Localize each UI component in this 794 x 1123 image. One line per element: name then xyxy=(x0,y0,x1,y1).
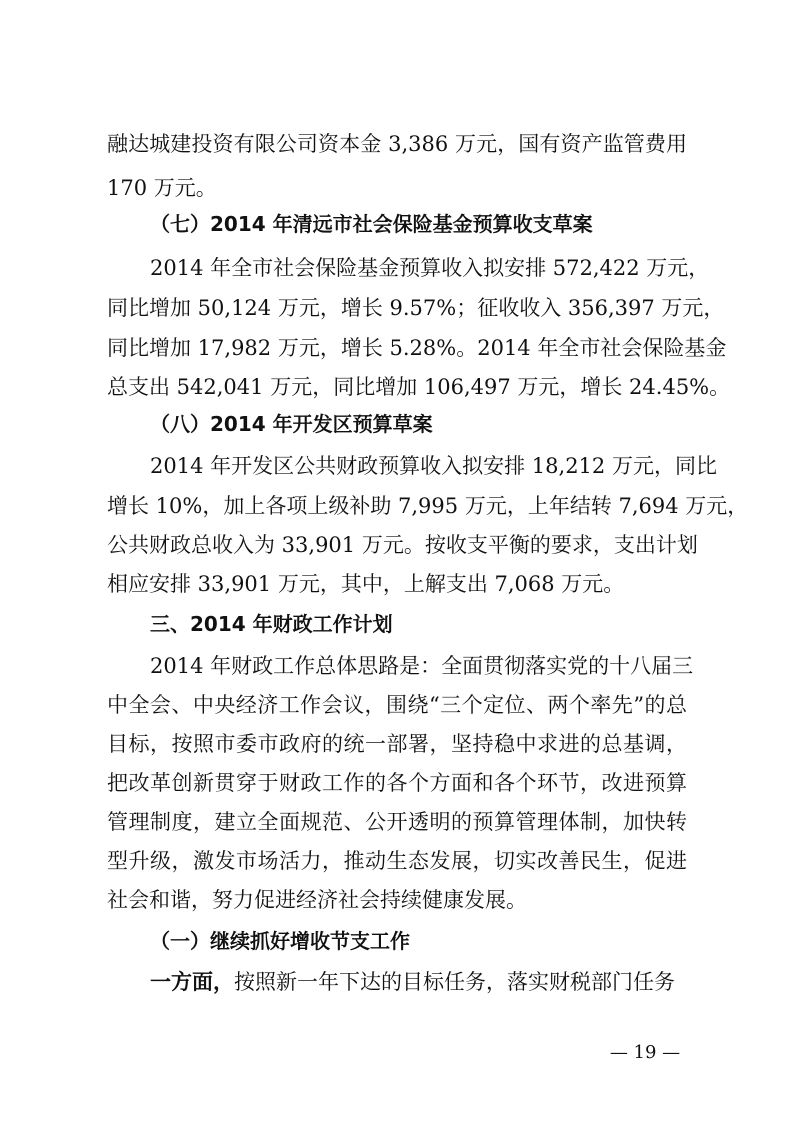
page-number: — 19 — xyxy=(609,1042,681,1063)
section-3-heading: 三、2014 年财政工作计划 xyxy=(150,612,393,636)
intro-line-1: 融达城建投资有限公司资本金 3,386 万元，国有资产监管费用 xyxy=(107,132,687,156)
section-8-line-2: 增长 10%，加上各项上级补助 7,995 万元，上年结转 7,694 万元， xyxy=(107,494,749,518)
subsection-1-heading: （一）继续抓好增收节支工作 xyxy=(150,929,410,953)
subsection-1-lead-bold: 一方面， xyxy=(150,970,234,994)
subsection-1-lead-rest: 按照新一年下达的目标任务，落实财税部门任务 xyxy=(234,970,675,994)
section-7-heading: （七）2014 年清远市社会保险基金预算收支草案 xyxy=(150,212,593,236)
section-3-line-4: 把改革创新贯穿于财政工作的各个方面和各个环节，改进预算 xyxy=(107,771,687,795)
subsection-1-line-1 xyxy=(150,966,687,998)
section-8-line-4: 相应安排 33,901 万元，其中，上解支出 7,068 万元。 xyxy=(107,572,625,596)
section-3-line-7: 社会和谐，努力促进经济社会持续健康发展。 xyxy=(107,888,527,912)
section-8-line-1: 2014 年开发区公共财政预算收入拟安排 18,212 万元，同比 xyxy=(150,454,717,478)
section-3-line-5: 管理制度，建立全面规范、公开透明的预算管理体制，加快转 xyxy=(107,810,687,834)
section-3-line-3: 目标，按照市委市政府的统一部署，坚持稳中求进的总基调， xyxy=(107,732,687,756)
section-7-line-2: 同比增加 50,124 万元，增长 9.57%；征收收入 356,397 万元， xyxy=(107,296,725,320)
section-7-line-4: 总支出 542,041 万元，同比增加 106,497 万元，增长 24.45%。 xyxy=(107,375,731,399)
section-3-line-1: 2014 年财政工作总体思路是：全面贯彻落实党的十八届三 xyxy=(150,654,694,678)
intro-line-2: 170 万元。 xyxy=(107,176,217,200)
section-8-line-3: 公共财政总收入为 33,901 万元。按收支平衡的要求，支出计划 xyxy=(107,533,698,557)
section-7-line-3: 同比增加 17,982 万元，增长 5.28%。2014 年全市社会保险基金 xyxy=(107,336,727,360)
section-3-line-6: 型升级，激发市场活力，推动生态发展，切实改善民生，促进 xyxy=(107,849,687,873)
section-8-heading: （八）2014 年开发区预算草案 xyxy=(150,412,433,436)
section-3-line-2: 中全会、中央经济工作会议，围绕“三个定位、两个率先”的总 xyxy=(107,693,687,717)
section-7-line-1: 2014 年全市社会保险基金预算收入拟安排 572,422 万元， xyxy=(150,256,710,280)
